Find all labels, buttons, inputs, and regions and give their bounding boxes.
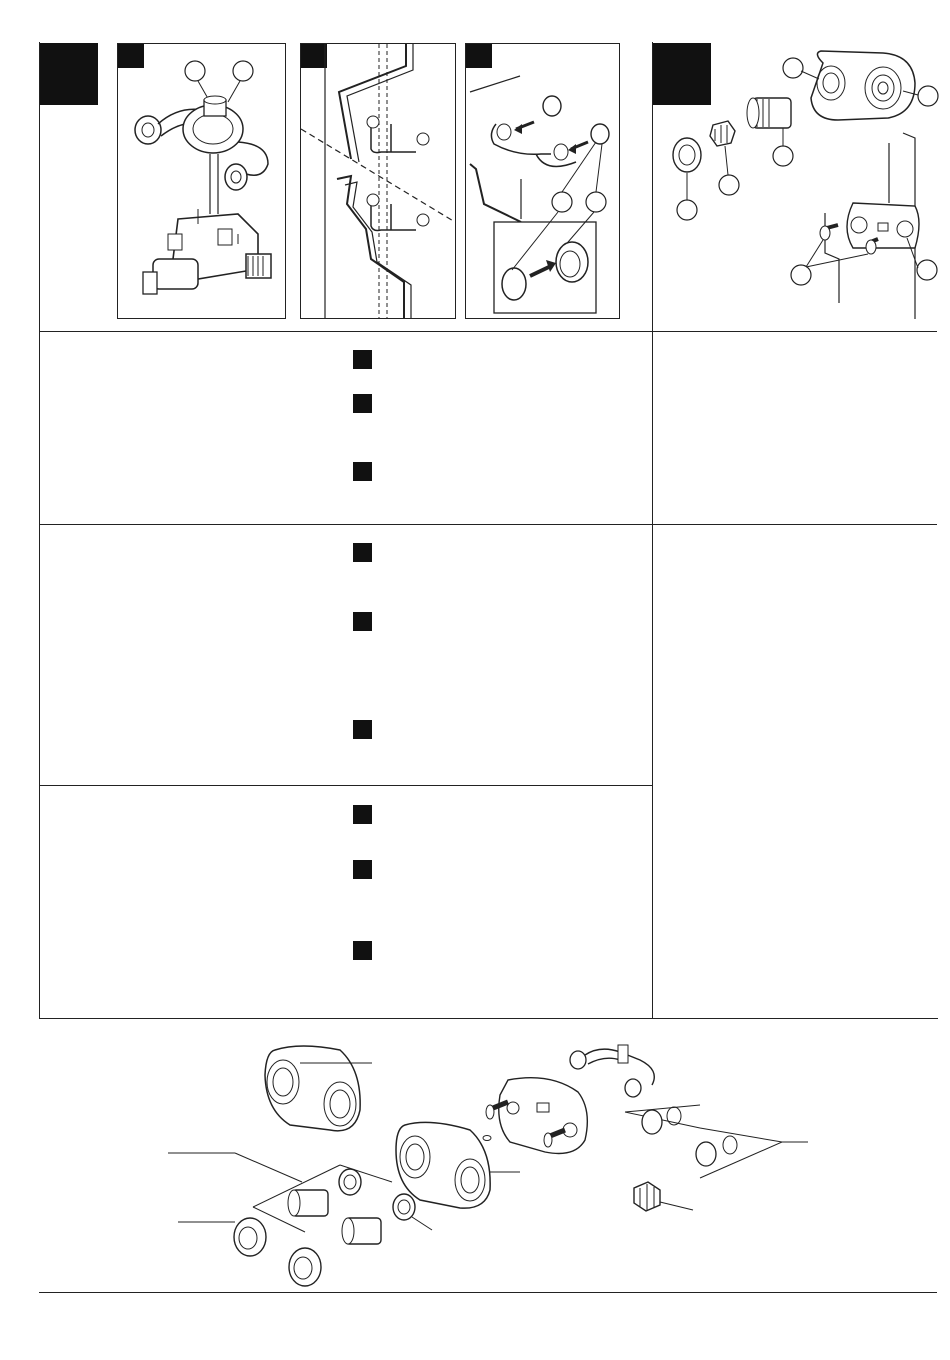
figure-panel-wall: [300, 43, 456, 319]
bullet-1-2: [353, 394, 372, 413]
caps-illustration: [466, 44, 619, 318]
bullet-2-2: [353, 612, 372, 631]
bullet-3-1: [353, 805, 372, 824]
bullet-1-1: [353, 350, 372, 369]
bullet-1-3: [353, 462, 372, 481]
wall-illustration: [301, 44, 455, 318]
figure-panel-caps: [465, 43, 620, 319]
row-divider-1: [39, 331, 937, 332]
step-tab-a: [40, 43, 98, 105]
bullet-2-1: [353, 543, 372, 562]
valve-illustration: [118, 44, 285, 318]
figure-panel-valve: [117, 43, 286, 319]
footer-rule: [39, 1292, 937, 1293]
bullet-3-2: [353, 860, 372, 879]
bullet-3-3: [353, 941, 372, 960]
parts-exploded-view: [0, 1030, 950, 1280]
trim-assembly-illustration: [653, 43, 937, 319]
row-divider-3: [39, 785, 652, 786]
row-divider-2: [39, 524, 937, 525]
bullet-2-3: [353, 720, 372, 739]
